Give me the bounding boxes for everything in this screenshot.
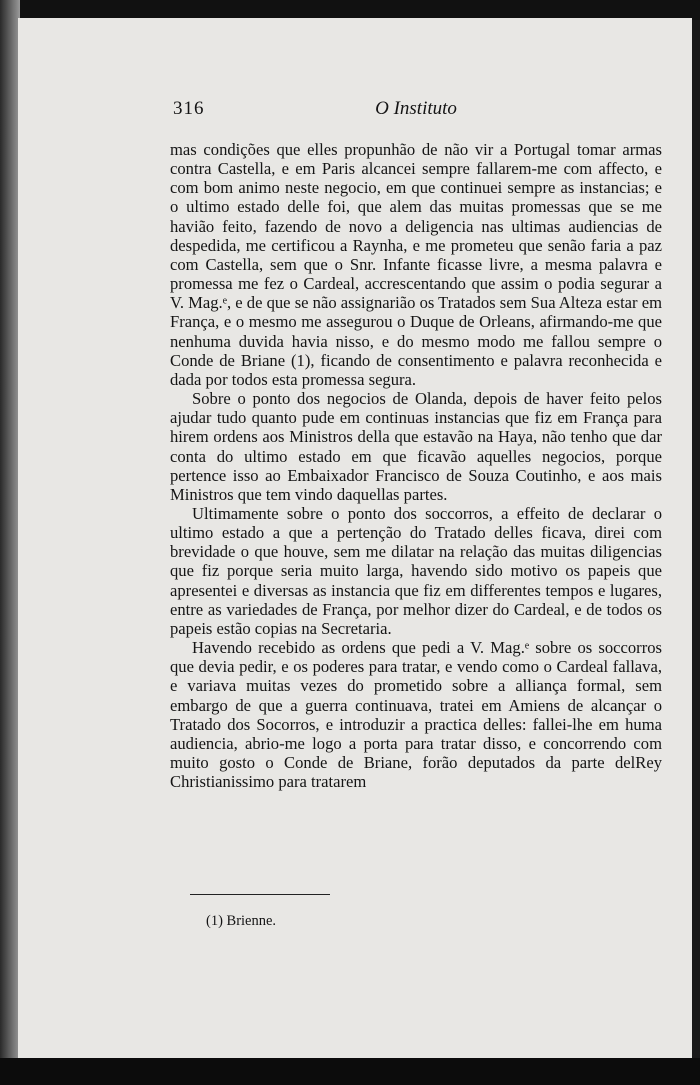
scan-top-border [0, 0, 700, 20]
running-title: O Instituto [375, 98, 457, 119]
paragraph: Sobre o ponto dos negocios de Olanda, depois de haver feito pelos ajudar tudo quanto pude em continuas instancias que fiz em França para hirem ordens aos Ministros della que estavão na Haya, não tenho que dar conta do ultimo estado em que ficavão aquelles negocios, porque pertence isso ao Embaixador Francisco de Souza Coutinho, e aos mais Ministros que tem vindo daquellas partes. [170, 389, 662, 504]
footnote: (1) Brienne. [206, 913, 277, 929]
footnote-rule [190, 894, 330, 895]
book-spine-edge [0, 0, 20, 1085]
page-content [170, 98, 662, 791]
page-number: 316 [173, 98, 205, 119]
paragraph: Ultimamente sobre o ponto dos soccorros, a effeito de declarar o ultimo estado a que a pertenção do Tratado delles ficava, direi com brevidade o que houve, sem me dilatar na relação das muitas diligencias que fiz porque seria muito larga, havendo sido motivo os papeis que apresentei e diversas as instancia que fiz em differentes tempos e lugares, entre as variedades de França, por melhor dizer do Cardeal, e de todos os papeis estão copias na Secretaria. [170, 503, 662, 638]
paragraph: Havendo recebido as ordens que pedi a V. Mag.ᵉ sobre os soccorros que devia pedir, e os poderes para tratar, e vendo como o Cardeal fallava, e variava muitas vezes do prometido sobre a alliança formal, sem embargo de que a guerra continuava, tratei em Amiens de alcançar o Tratado dos Socorros, e introduzir a practica delles: fallei-lhe em huma audiencia, abrio-me logo a porta para tratar disso, e concorrendo com muito gosto o Conde de Briane, forão deputados da parte delRey Christianissimo para tratarem [170, 638, 662, 792]
paragraph: mas condições que elles propunhão de não vir a Portugal tomar armas contra Castella, e em Paris alcancei sempre fallarem-me com affecto, e com bom animo neste negocio, em que continuei sempre as instancias; e o ultimo estado delle foi, que alem das muitas promessas que se me havião feito, fazendo de novo a deligencia nas ultimas audiencias de despedida, me certificou a Raynha, e me prometeu que senão faria a paz com Castella, sem que o Snr. Infante ficasse livre, a mesma palavra e promessa me fez o Cardeal, accrescentando que assim o podia segurar a V. Mag.ᵉ, e de que se não assignarião os Tratados sem Sua Alteza estar em França, e o mesmo me assegurou o Duque de Orleans, afirmando-me que nenhuma duvida havia nisso, e do mesmo modo me fallou sempre o Conde de Briane (1), ficando de consentimento e palavra reconhecida e dada por todos esta promessa segura. [170, 140, 662, 389]
book-page [18, 18, 692, 1058]
page-header [170, 98, 662, 128]
body-text [170, 140, 662, 791]
scan-bottom-border [0, 1058, 700, 1085]
